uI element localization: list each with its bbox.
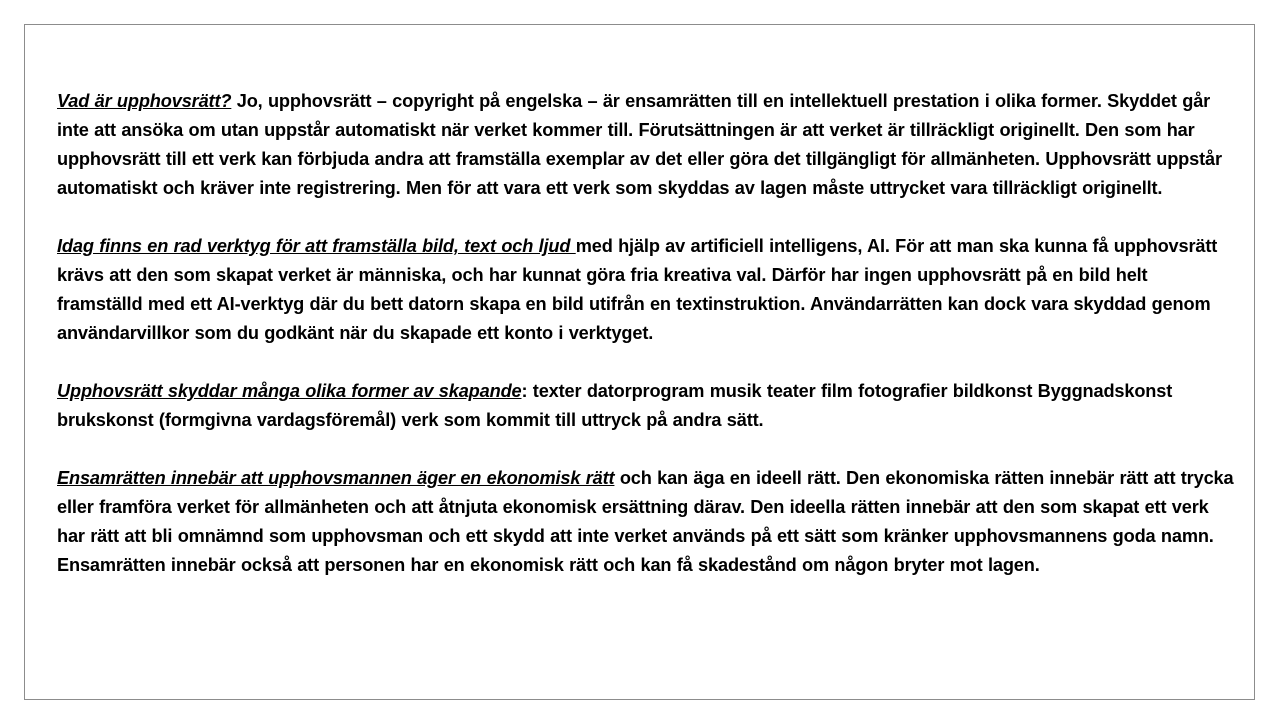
paragraph-text: och kan äga en ideell rätt. Den ekonomiska rätten innebär rätt att trycka eller framföra verket för allmänheten och att åtnjuta ekonomisk ersättning därav. Den ideella rätten innebär att den som skapat ett verk har rätt att bli omnämnd som upphovsman och ett skydd att inte verket används på ett sätt som kränker upphovsmannens goda namn. Ensamrätten innebär också att personen har en ekonomisk rätt och kan få skadestånd om någon bryter mot lagen. [57, 468, 1234, 575]
paragraph-text: : texter datorprogram musik teater film fotografier bildkonst Byggnadskonst brukskonst (formgivna vardagsföremål) verk som kommit till uttryck på andra sätt. [57, 381, 1173, 430]
paragraph-heading: Vad är upphovsrätt? [57, 91, 232, 111]
paragraph-protected-forms [57, 377, 1237, 435]
paragraph-what-is-copyright [57, 87, 1237, 203]
text-body [57, 87, 1237, 580]
paragraph-heading: Idag finns en rad verktyg för att framställa bild, text och ljud [57, 236, 576, 256]
paragraph-text: med hjälp av artificiell intelligens, AI. För att man ska kunna få upphovsrätt krävs att den som skapat verket är människa, och har kunnat göra fria kreativa val. Därför har ingen upphovsrätt på en bild helt framställd med ett AI-verktyg där du bett datorn skapa en bild utifrån en textinstruktion. Användarrätten kan dock vara skyddad genom användarvillkor som du godkänt när du skapade ett konto i verktyget. [57, 236, 1218, 343]
paragraph-exclusive-rights [57, 464, 1237, 580]
paragraph-heading: Upphovsrätt skyddar många olika former av skapande [57, 381, 522, 401]
paragraph-heading: Ensamrätten innebär att upphovsmannen äger en ekonomisk rätt [57, 468, 615, 488]
paragraph-ai-tools [57, 232, 1237, 348]
paragraph-text: Jo, upphovsrätt – copyright på engelska – är ensamrätten till en intellektuell prestation i olika former. Skyddet går inte att ansöka om utan uppstår automatiskt när verket kommer till. Förutsättningen är att verket är tillräckligt originellt. Den som har upphovsrätt till ett verk kan förbjuda andra att framställa exemplar av det eller göra det tillgängligt för allmänheten. Upphovsrätt uppstår automatiskt och kräver inte registrering. Men för att vara ett verk som skyddas av lagen måste uttrycket vara tillräckligt originellt. [57, 91, 1222, 198]
slide [24, 24, 1255, 700]
